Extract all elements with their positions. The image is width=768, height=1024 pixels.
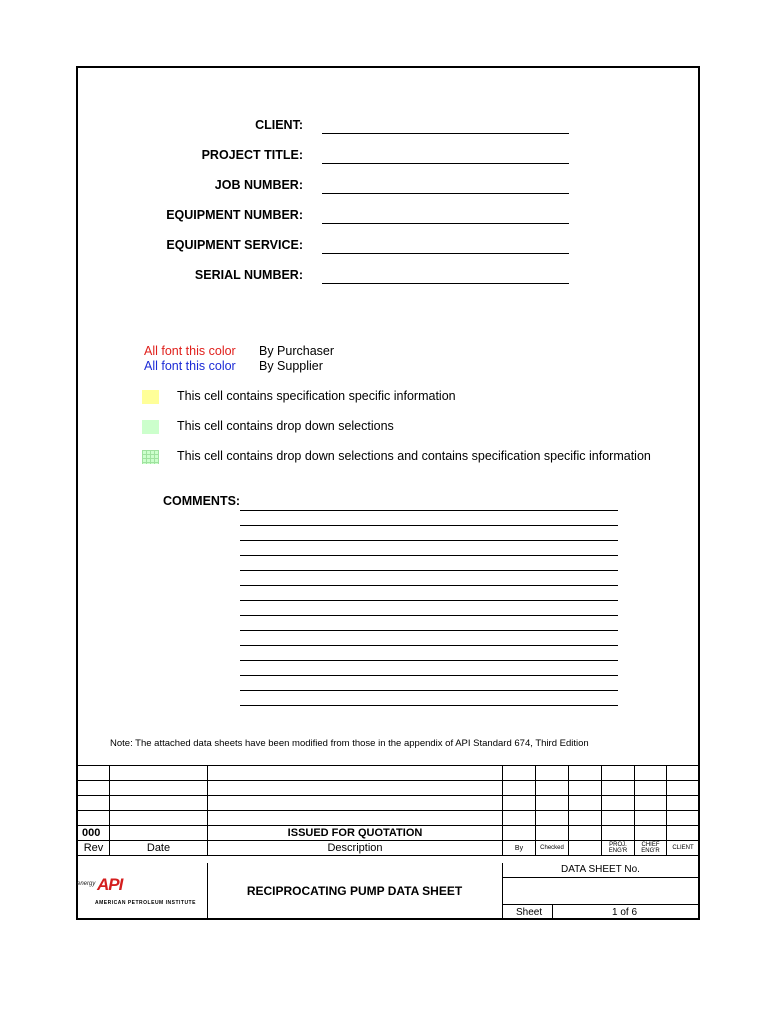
comment-line[interactable] — [240, 690, 618, 691]
serial-number-field[interactable] — [322, 283, 569, 284]
table-row — [78, 796, 700, 811]
table-row — [78, 766, 700, 781]
chief-engr-header: CHIEF ENG'R — [635, 841, 667, 856]
comment-line[interactable] — [240, 510, 618, 511]
document-title: RECIPROCATING PUMP DATA SHEET — [207, 863, 503, 919]
equipment-service-label: EQUIPMENT SERVICE: — [166, 238, 303, 252]
table-row — [78, 781, 700, 796]
green-swatch — [142, 420, 159, 434]
purchaser-legend-label: By Purchaser — [259, 344, 335, 358]
note-text: Note: The attached data sheets have been modified from those in the appendix of API Standard 674, Third Edition — [110, 738, 589, 749]
comment-line[interactable] — [240, 540, 618, 541]
job-number-label: JOB NUMBER: — [214, 178, 303, 192]
serial-number-label: SERIAL NUMBER: — [194, 268, 303, 282]
description-header: Description — [208, 841, 503, 856]
api-logo — [77, 863, 208, 919]
green-swatch-label: This cell contains drop down selections — [177, 419, 394, 433]
client-field[interactable] — [322, 133, 569, 134]
equipment-service-field[interactable] — [322, 253, 569, 254]
hatched-swatch — [142, 450, 159, 464]
client-header: CLIENT — [667, 841, 700, 856]
comment-line[interactable] — [240, 585, 618, 586]
client-label: CLIENT: — [255, 118, 303, 132]
comments-label: COMMENTS: — [163, 494, 241, 508]
equipment-number-label: EQUIPMENT NUMBER: — [166, 208, 303, 222]
table-row — [78, 826, 700, 841]
comment-line[interactable] — [240, 555, 618, 556]
checked-header: Checked — [536, 841, 569, 856]
by-header: By — [503, 841, 536, 856]
comment-line[interactable] — [240, 615, 618, 616]
supplier-color-sample: All font this color — [144, 359, 236, 373]
comment-line[interactable] — [240, 705, 618, 706]
revision-table — [77, 765, 700, 856]
sheet-count: 1 of 6 — [612, 907, 638, 918]
rev-header: Rev — [78, 841, 110, 856]
comment-line[interactable] — [240, 660, 618, 661]
comment-line[interactable] — [240, 645, 618, 646]
logo-energy-text: energy — [77, 881, 96, 887]
date-header: Date — [110, 841, 208, 856]
supplier-legend-label: By Supplier — [259, 359, 323, 373]
equipment-number-field[interactable] — [322, 223, 569, 224]
logo-mark: API — [97, 875, 123, 894]
job-number-field[interactable] — [322, 193, 569, 194]
comment-line[interactable] — [240, 630, 618, 631]
hatched-swatch-label: This cell contains drop down selections and contains specification specific information — [177, 449, 651, 463]
comment-line[interactable] — [240, 600, 618, 601]
sheet-label: Sheet — [516, 907, 543, 918]
sheet-row — [502, 904, 699, 920]
project-title-label: PROJECT TITLE: — [201, 148, 303, 162]
yellow-swatch-label: This cell contains specification specific information — [177, 389, 456, 403]
data-sheet-no-label: DATA SHEET No. — [502, 863, 699, 878]
footer-block — [77, 863, 699, 919]
comment-line[interactable] — [240, 570, 618, 571]
table-row — [78, 811, 700, 826]
comment-line[interactable] — [240, 525, 618, 526]
table-header-row — [78, 841, 700, 856]
revision-number[interactable]: 000 — [78, 826, 110, 841]
project-title-field[interactable] — [322, 163, 569, 164]
yellow-swatch — [142, 390, 159, 404]
proj-engr-header: PROJ. ENG'R — [602, 841, 635, 856]
purchaser-color-sample: All font this color — [144, 344, 236, 358]
revision-description[interactable]: ISSUED FOR QUOTATION — [208, 826, 503, 841]
comment-line[interactable] — [240, 675, 618, 676]
data-sheet-block — [502, 863, 699, 919]
logo-subtitle: AMERICAN PETROLEUM INSTITUTE — [95, 900, 196, 906]
